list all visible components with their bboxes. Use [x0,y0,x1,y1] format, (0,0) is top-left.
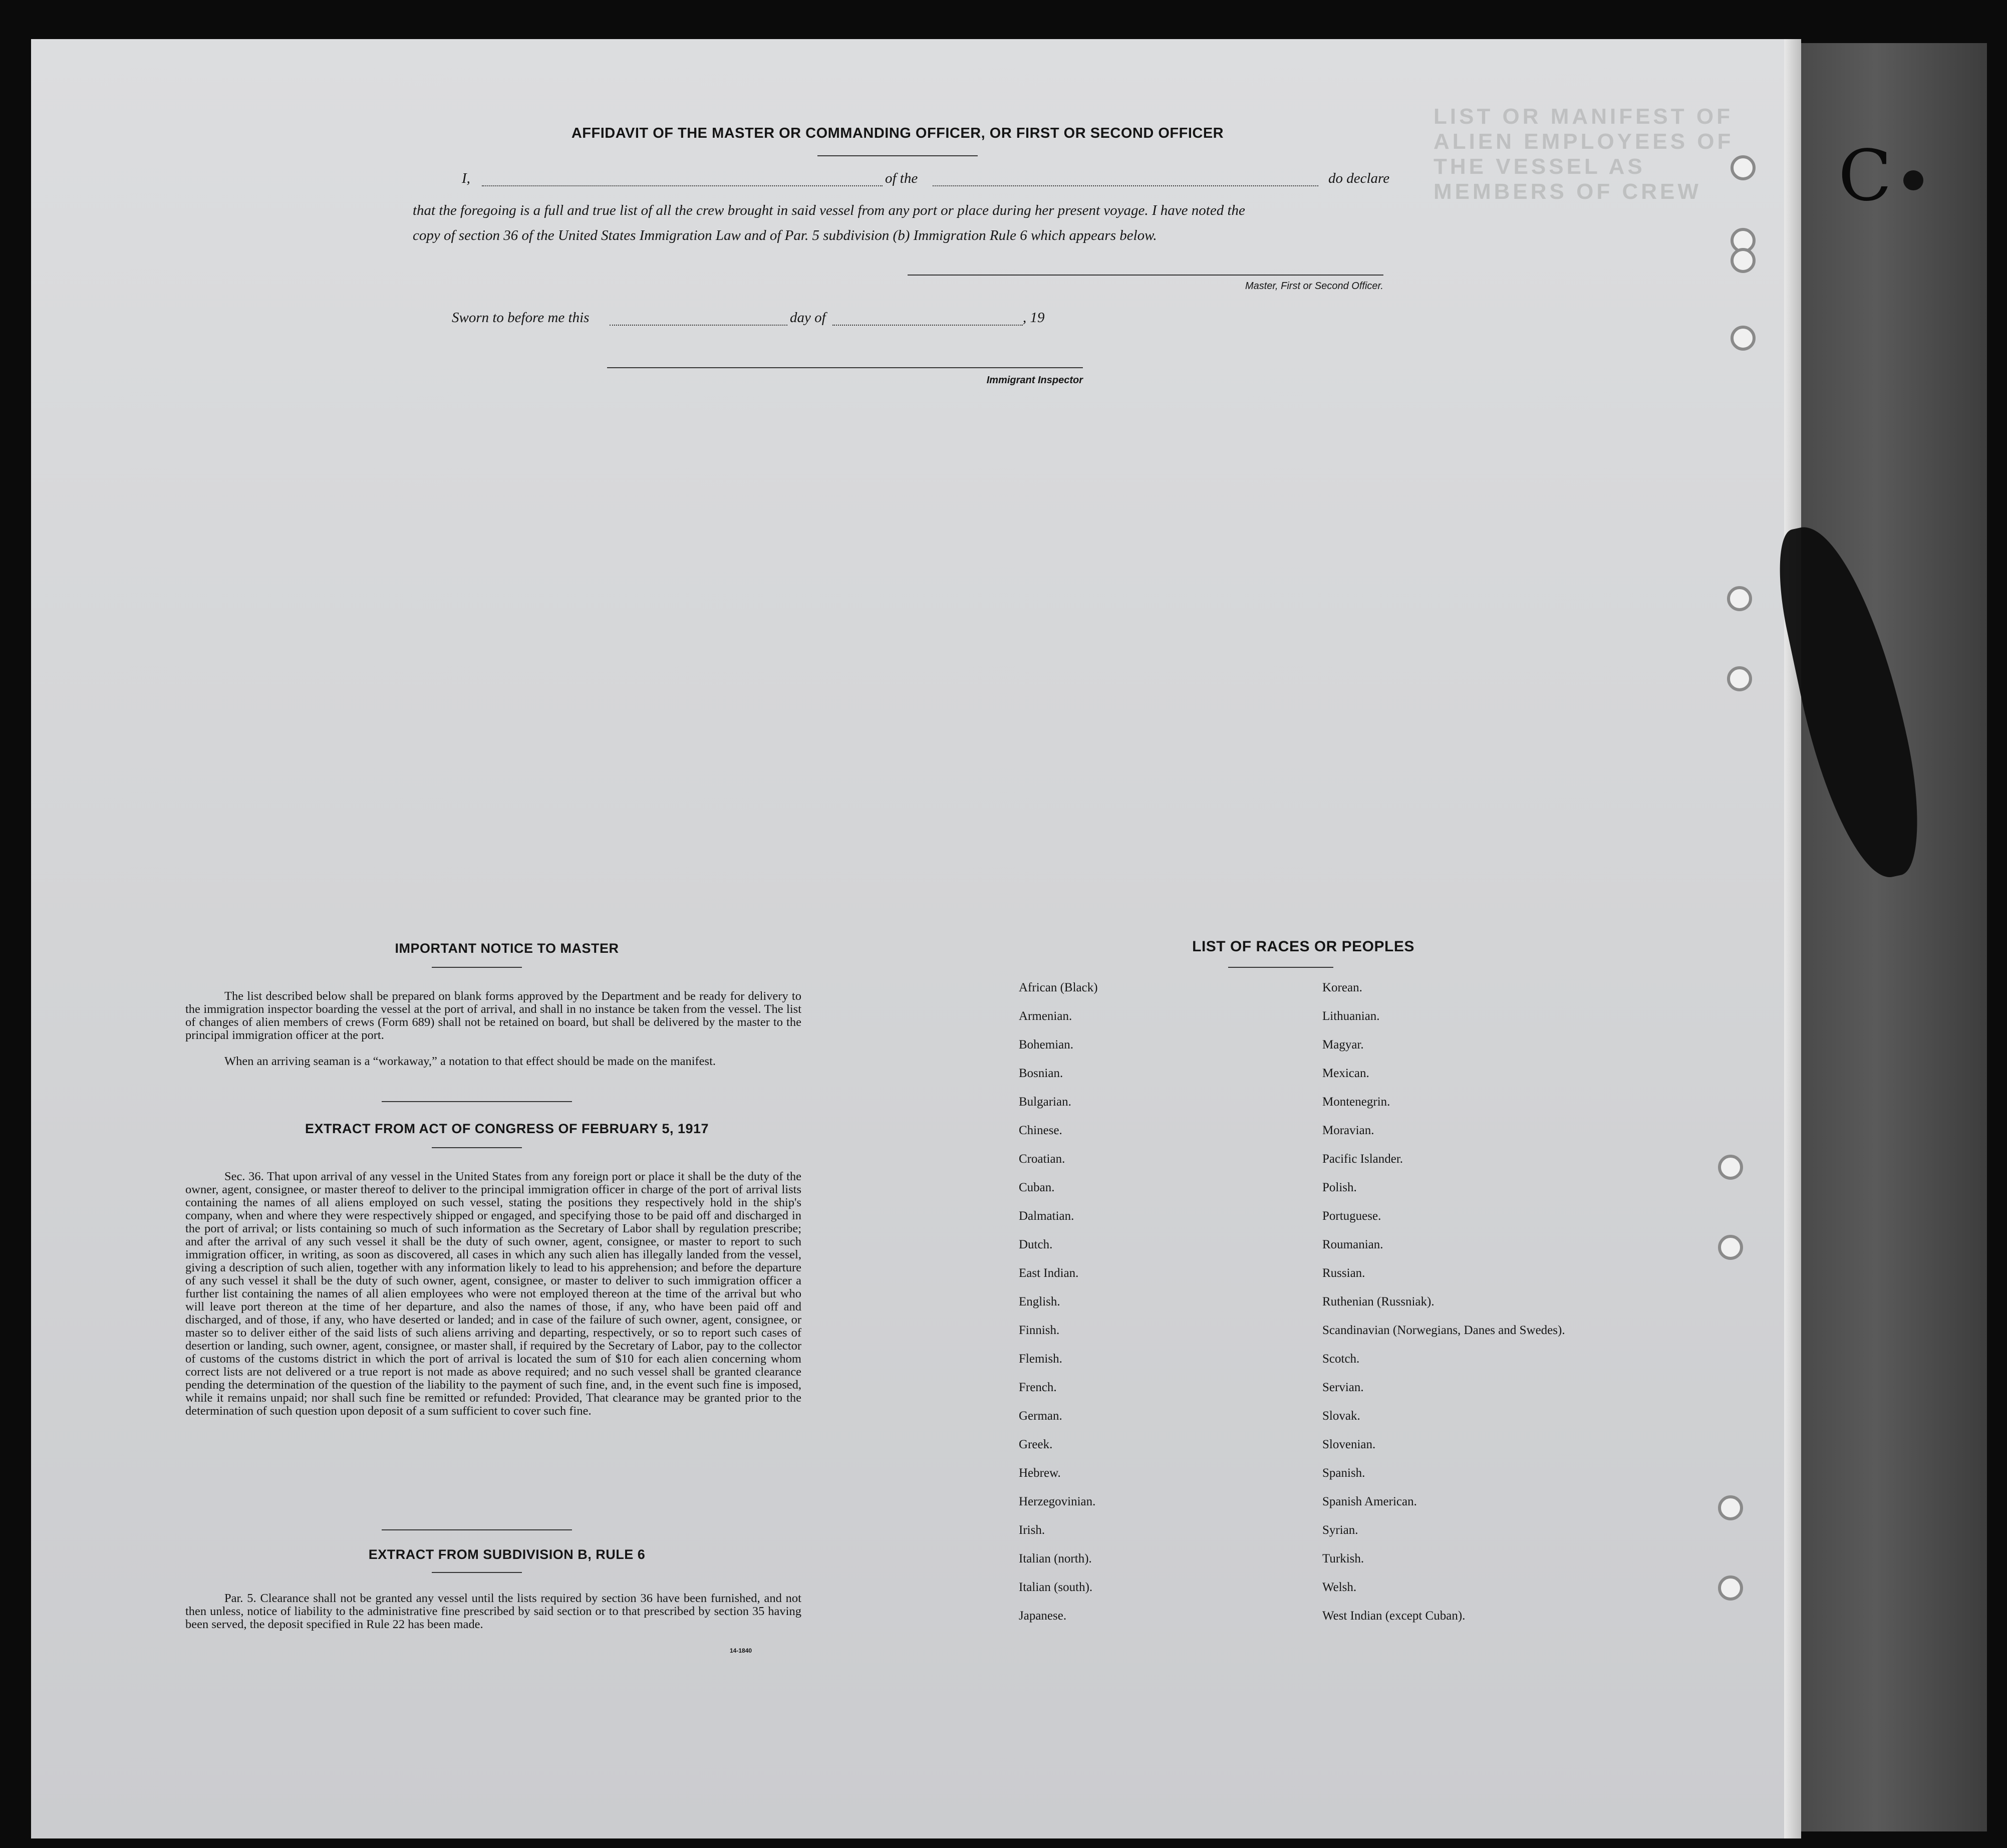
sworn-day-of-label: day of [790,310,826,326]
race-item: Dutch. [1019,1238,1053,1251]
race-item: English. [1019,1295,1060,1308]
inspector-signature-line[interactable] [607,367,1083,368]
race-item: Slovak. [1322,1409,1360,1423]
affidavit-line1 [462,170,1413,190]
race-item: Magyar. [1322,1038,1364,1051]
race-item: Polish. [1322,1181,1357,1194]
race-item: Italian (south). [1019,1580,1093,1594]
sworn-year-label: , 19 [1023,310,1045,326]
sworn-line [452,310,1103,330]
race-item: German. [1019,1409,1062,1423]
race-item: French. [1019,1381,1057,1394]
race-item: Croatian. [1019,1152,1065,1166]
race-item: Japanese. [1019,1609,1067,1623]
race-item: Scotch. [1322,1352,1360,1366]
races-right-column [1322,981,1573,1638]
race-item: Servian. [1322,1381,1364,1394]
notice-title-rule [432,967,522,968]
affidavit-declare-label: do declare [1328,170,1390,186]
race-item: Bohemian. [1019,1038,1074,1051]
race-item: Dalmatian. [1019,1209,1074,1223]
margin-letter: C [1838,135,1892,217]
sworn-month-field[interactable] [832,325,1023,326]
races-title-rule [1228,967,1333,968]
affidavit-of-the-label: of the [885,170,918,186]
binding-margin [1801,43,1987,1831]
race-item: Finnish. [1019,1324,1060,1337]
rule-top-rule [382,1529,572,1530]
notice-paragraph-2: When an arriving seaman is a “workaway,” a notation to that effect should be made on the manifest. [224,1054,716,1068]
signature-label: Master, First or Second Officer. [1245,281,1383,292]
race-item: Flemish. [1019,1352,1062,1366]
race-item: Korean. [1322,981,1362,994]
notice-paragraph-1: The list described below shall be prepared on blank forms approved by the Department and be ready for delivery to the immigration inspector boarding the vessel at the port of arrival, and shall in no instance be taken from the vessel. The list of changes of alien members of crews (Form 689) shall not be retained on board, but shall be delivered by the master to the principal immigration officer at the port. [185,989,801,1042]
race-item: Scandinavian (Norwegians, Danes and Swedes). [1322,1324,1565,1337]
race-item: Chinese. [1019,1124,1062,1137]
race-item: Armenian. [1019,1009,1072,1023]
affidavit-title: AFFIDAVIT OF THE MASTER OR COMMANDING OFFICER, OR FIRST OR SECOND OFFICER [571,125,1224,141]
punch-hole [1731,326,1756,351]
affidavit-line3: copy of section 36 of the United States Immigration Law and of Par. 5 subdivision (b) Immigration Rule 6 which appears below. [413,227,1157,243]
race-item: West Indian (except Cuban). [1322,1609,1466,1623]
vessel-name-field[interactable] [933,185,1318,186]
race-item: Herzegovinian. [1019,1495,1096,1508]
manifest-page [31,39,1784,1838]
race-item: Montenegrin. [1322,1095,1390,1109]
signature-line[interactable] [908,275,1383,276]
race-item: Greek. [1019,1438,1053,1451]
page-edge [1784,39,1801,1838]
punch-hole [1727,666,1752,691]
punch-hole [1718,1495,1743,1520]
race-item: Cuban. [1019,1181,1055,1194]
race-item: Mexican. [1322,1067,1369,1080]
punch-hole [1718,1575,1743,1601]
rule-text: Par. 5. Clearance shall not be granted any vessel until the lists required by section 36 have been furnished, and not then unless, notice of liability to the administrative fine prescribed by said section or to that prescribed by section 35 having been served, the deposit specified in Rule 22 has been made. [185,1592,801,1631]
race-item: Pacific Islander. [1322,1152,1403,1166]
punch-hole [1727,586,1752,611]
race-item: Bulgarian. [1019,1095,1071,1109]
sworn-day-field[interactable] [610,325,787,326]
bleed-through-text: LIST OR MANIFEST OF ALIEN EMPLOYEES OF THE VESSEL AS MEMBERS OF CREW [1433,104,1734,204]
race-item: Moravian. [1322,1124,1374,1137]
race-item: Ruthenian (Russniak). [1322,1295,1435,1308]
race-item: Irish. [1019,1523,1045,1537]
race-item: Spanish. [1322,1466,1365,1480]
race-item: Hebrew. [1019,1466,1061,1480]
margin-dot [1903,170,1923,190]
master-name-field[interactable] [482,185,883,186]
notice-title: IMPORTANT NOTICE TO MASTER [395,941,619,956]
punch-hole [1731,155,1756,180]
act-title: EXTRACT FROM ACT OF CONGRESS OF FEBRUARY 5, 1917 [305,1121,709,1136]
races-title: LIST OF RACES OR PEOPLES [1192,938,1414,955]
race-item: Syrian. [1322,1523,1358,1537]
rule-title-rule [432,1572,522,1573]
affidavit-title-rule [817,155,978,156]
act-title-rule [432,1147,522,1148]
sworn-label: Sworn to before me this [452,310,590,326]
race-item: Spanish American. [1322,1495,1417,1508]
race-item: Welsh. [1322,1580,1357,1594]
race-item: Bosnian. [1019,1067,1063,1080]
punch-hole [1718,1155,1743,1180]
race-item: Roumanian. [1322,1238,1383,1251]
act-text: Sec. 36. That upon arrival of any vessel in the United States from any foreign port or place it shall be the duty of the owner, agent, consignee, or master thereof to deliver to the principal immigration officer in charge of the port of arrival lists containing the names of all aliens employed on such vessel, stating the positions they respectively hold in the ship's company, when and where they were respectively shipped or engaged, and specifying those to be paid off and discharged in the port of arrival; or lists containing so much of such information as the Secretary of Labor shall by regulation prescribe; and after the arrival of any such vessel it shall be the duty of such owner, agent, consignee, or master to report to such immigration officer, in writing, as soon as discovered, all cases in which any such alien has illegally landed from the vessel, giving a description of such alien, together with any information likely to lead to his apprehension; and before the departure of any such vessel it shall be the duty of such owner, agent, consignee, or master to deliver to such immigration officer a further list containing the names of all alien employees who were not employed thereon at the time of the arrival but who will leave port thereon at the time of her departure, and also the names of those, if any, who have been paid off and discharged, and of those, if any, who have deserted or landed; and in case of the failure of such owner, agent, consignee, or master so to deliver either of the said lists of such aliens arriving and departing, respectively, or so to report such cases of desertion or landing, such owner, agent, consignee, or master shall, if required by the Secretary of Labor, pay to the collector of customs of the customs district in which the port of arrival is located the sum of $10 for each alien concerning whom correct lists are not delivered or a true report is not made as above required; and no such vessel shall be granted clearance pending the determination of the question of the liability to the payment of such fine, and, in the event such fine is imposed, while it remains unpaid; nor shall such fine be remitted or refunded: Provided, That clearance may be granted prior to the determination of such question upon deposit of a sum sufficient to cover such fine. [185,1170,801,1418]
race-item: Russian. [1322,1266,1365,1280]
race-item: African (Black) [1019,981,1098,994]
race-item: Lithuanian. [1322,1009,1380,1023]
affidavit-line2: that the foregoing is a full and true list of all the crew brought in said vessel from any port or place during her present voyage. I have noted the [413,202,1245,218]
punch-hole [1718,1235,1743,1260]
race-item: Portuguese. [1322,1209,1381,1223]
race-item: East Indian. [1019,1266,1079,1280]
affidavit-i-label: I, [462,170,470,186]
rule-title: EXTRACT FROM SUBDIVISION B, RULE 6 [368,1547,646,1562]
inspector-label: Immigrant Inspector [986,375,1083,386]
race-item: Slovenian. [1322,1438,1376,1451]
races-left-column [1019,981,1259,1638]
act-top-rule [382,1101,572,1102]
form-number: 14-1840 [730,1647,752,1654]
race-item: Turkish. [1322,1552,1364,1565]
punch-hole [1731,248,1756,273]
race-item: Italian (north). [1019,1552,1092,1565]
